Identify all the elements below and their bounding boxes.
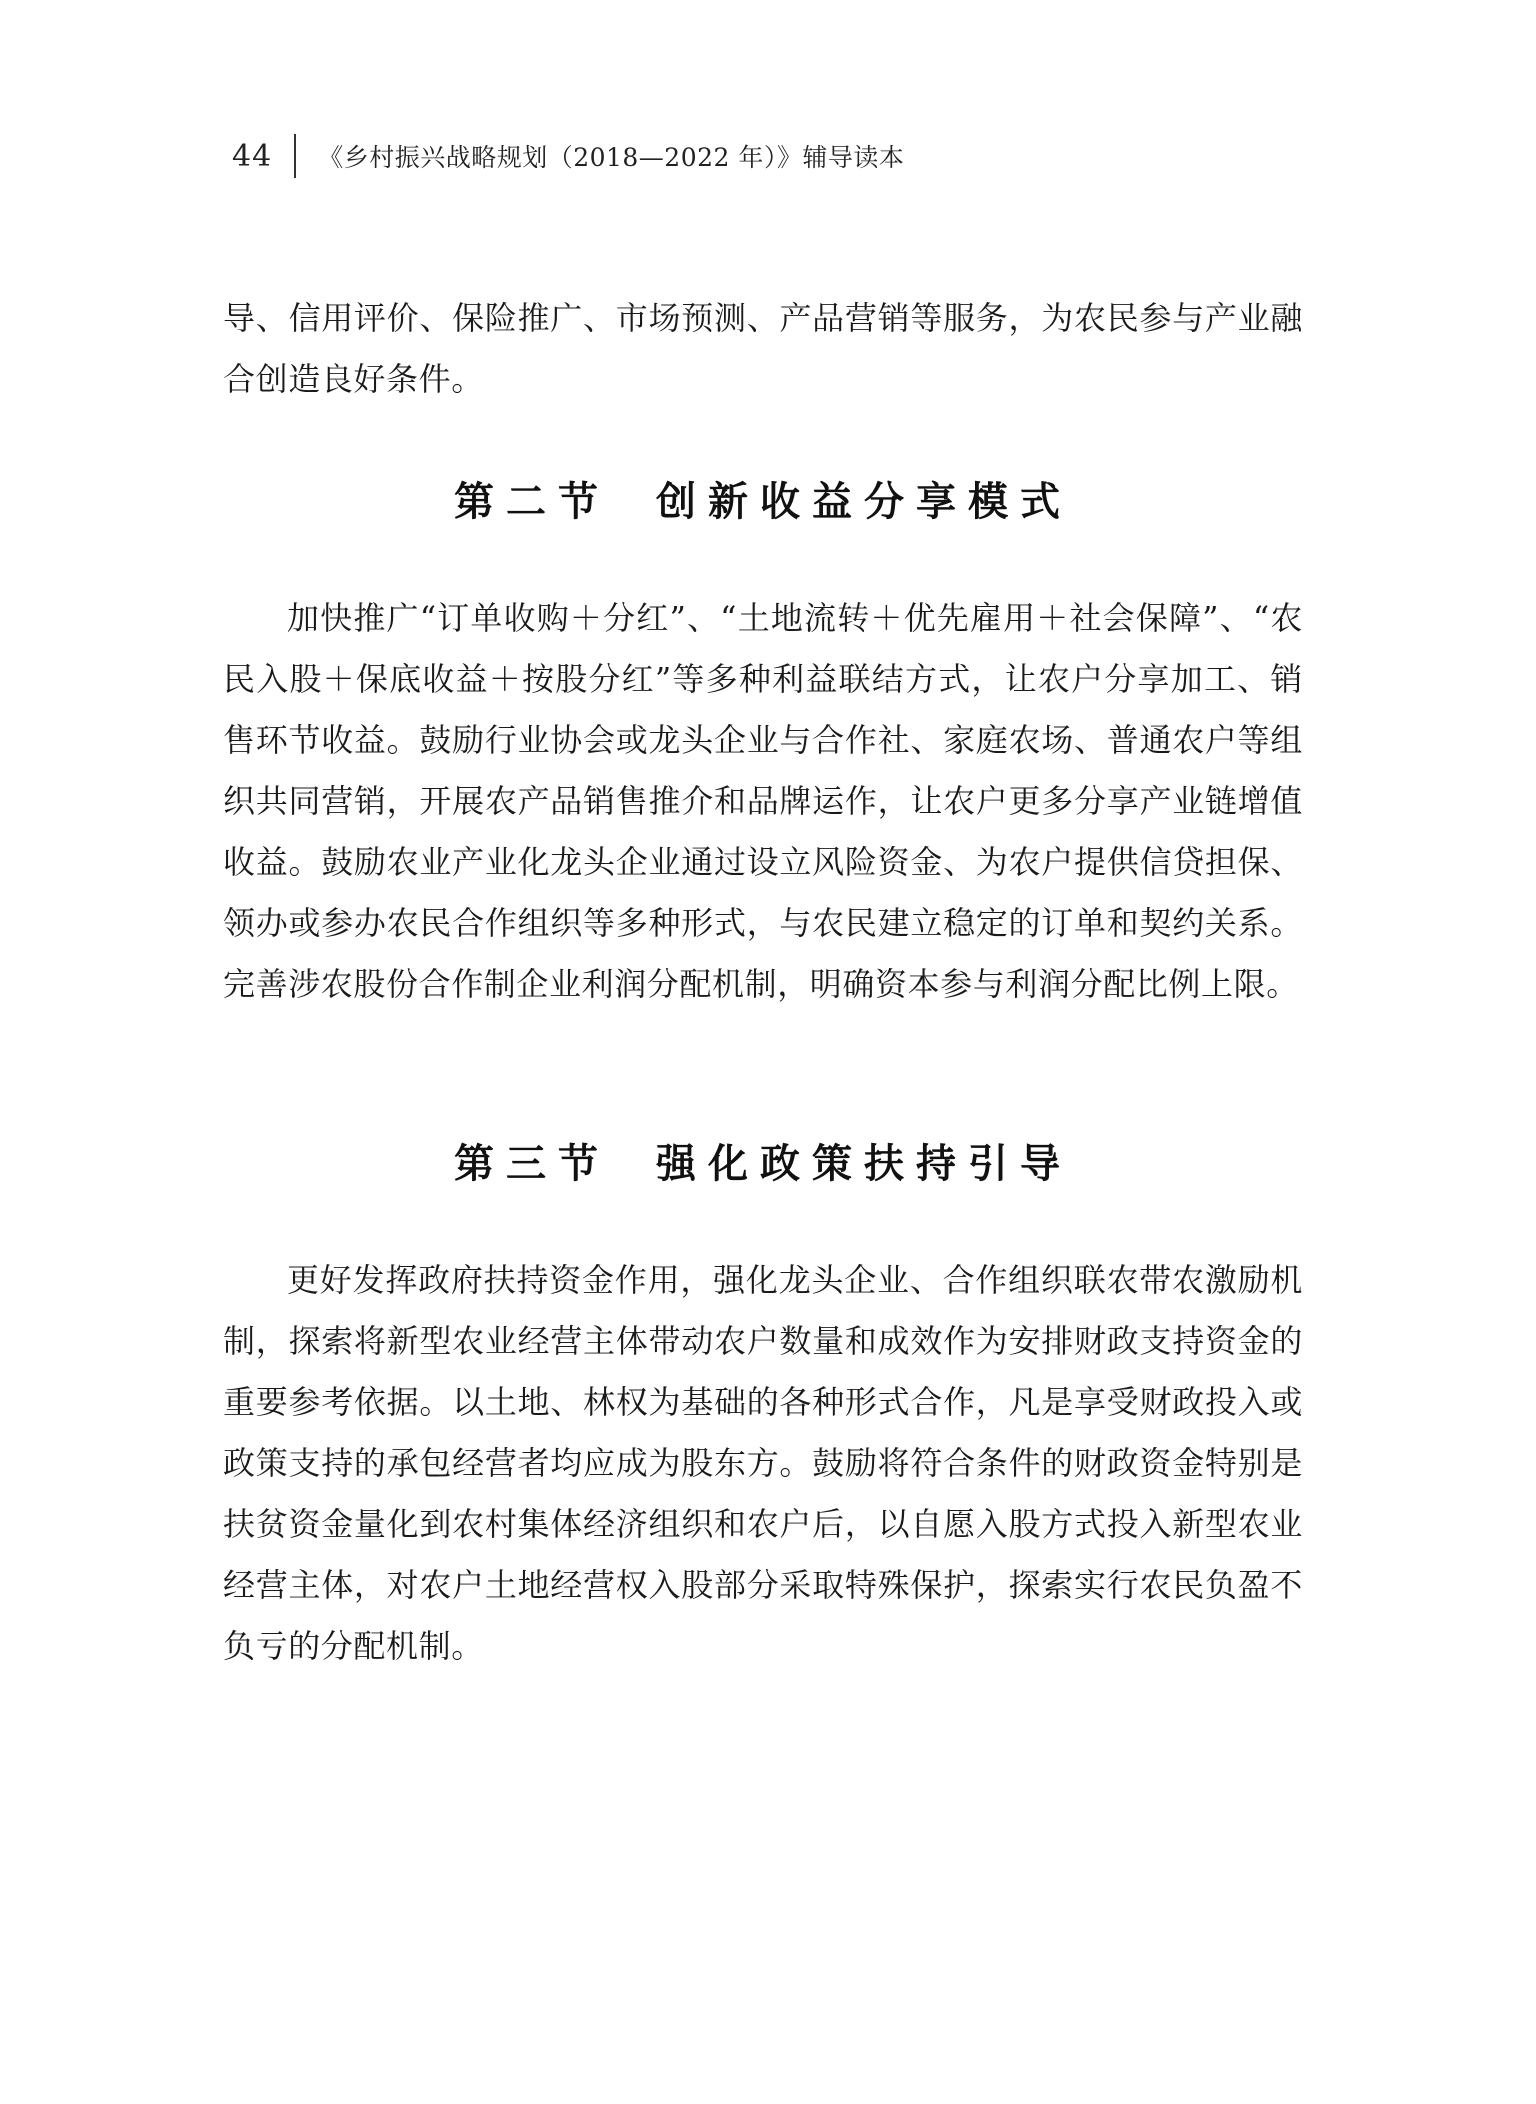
header-divider	[294, 134, 296, 178]
section-heading-2	[223, 470, 1303, 527]
section-2-body	[223, 588, 1303, 1015]
section-number: 第二节	[454, 478, 610, 525]
paragraph-text: 加快推广“订单收购＋分红”、“土地流转＋优先雇用＋社会保障”、“农民入股＋保底收益＋按股分红”等多种利益联结方式，让农户分享加工、销售环节收益。鼓励行业协会或龙头企业与合作社、家庭农场、普通农户等组织共同营销，开展农产品销售推介和品牌运作，让农户更多分享产业链增值收益。鼓励农业产业化龙头企业通过设立风险资金、为农户提供信贷担保、领办或参办农民合作组织等多种形式，与农民建立稳定的订单和契约关系。完善涉农股份合作制企业利润分配机制，明确资本参与利润分配比例上限。	[223, 599, 1303, 1003]
page-number: 44	[232, 138, 273, 174]
section-heading-3	[223, 1132, 1303, 1189]
paragraph-text: 导、信用评价、保险推广、市场预测、产品营销等服务，为农民参与产业融合创造良好条件。	[223, 299, 1303, 398]
section-title: 创新收益分享模式	[656, 478, 1072, 525]
paragraph-text: 更好发挥政府扶持资金作用，强化龙头企业、合作组织联农带农激励机制，探索将新型农业经营主体带动农户数量和成效作为安排财政支持资金的重要参考依据。以土地、林权为基础的各种形式合作，凡是享受财政投入或政策支持的承包经营者均应成为股东方。鼓励将符合条件的财政资金特别是扶贫资金量化到农村集体经济组织和农户后，以自愿入股方式投入新型农业经营主体，对农户土地经营权入股部分采取特殊保护，探索实行农民负盈不负亏的分配机制。	[223, 1261, 1303, 1665]
continuation-paragraph	[223, 288, 1303, 410]
book-title: 《乡村振兴战略规划（2018—2022 年）》辅导读本	[318, 143, 905, 172]
section-number: 第三节	[454, 1140, 610, 1187]
running-header	[232, 132, 904, 180]
section-3-body	[223, 1250, 1303, 1677]
section-title: 强化政策扶持引导	[656, 1140, 1072, 1187]
